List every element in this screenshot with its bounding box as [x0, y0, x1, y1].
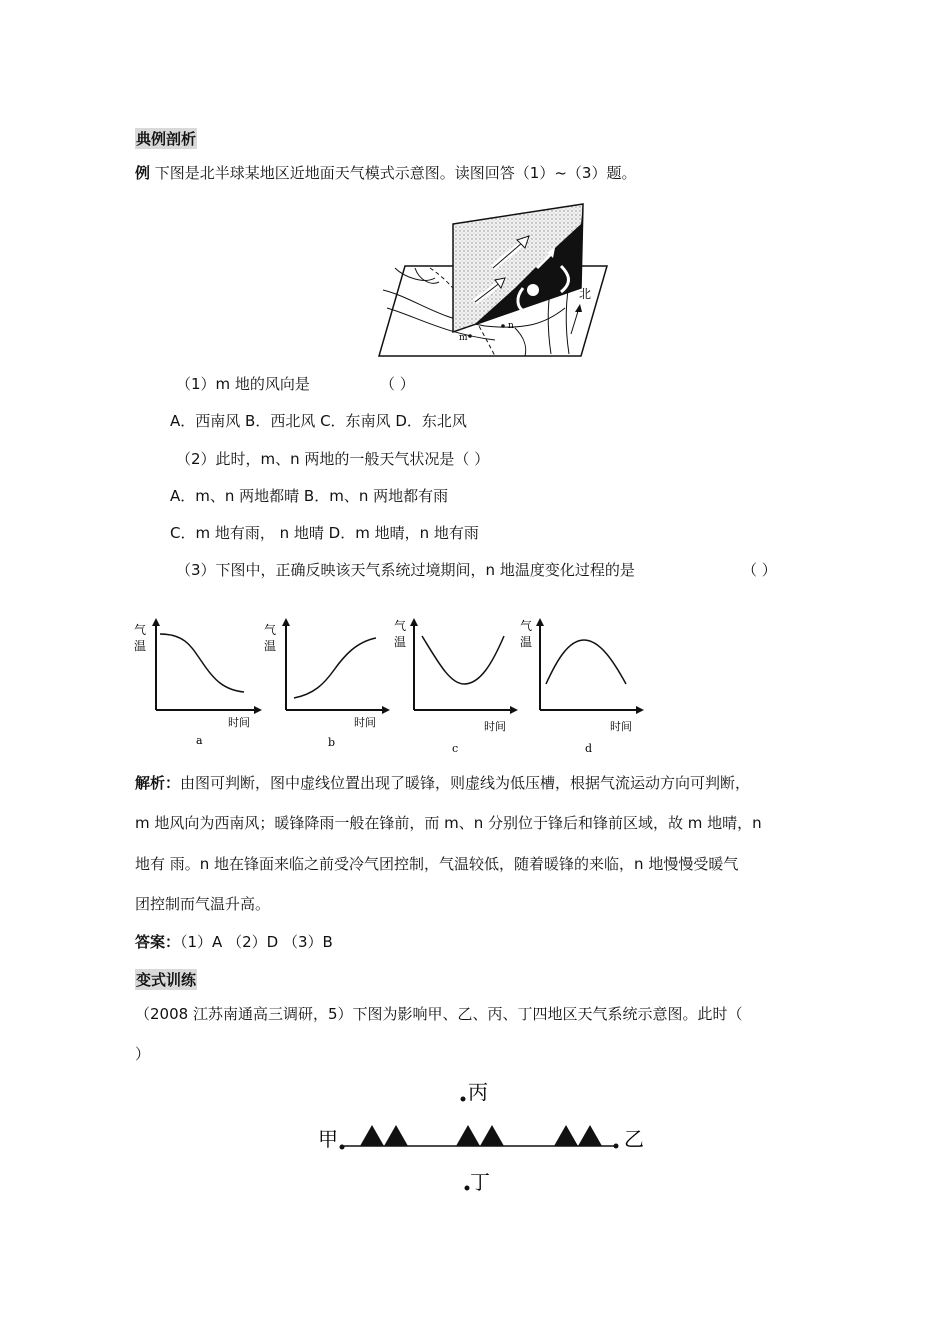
chart-d — [520, 618, 644, 755]
analysis-line-2: m 地风向为西南风；暖锋降雨一般在锋前，而 m、n 分别位于锋后和锋前区域，故 m 地晴，n — [135, 814, 762, 832]
answer-label: 答案： — [135, 933, 181, 951]
front-system-figure — [310, 1075, 655, 1200]
example-text: 下图是北半球某地区近地面天气模式示意图。读图回答（1）~（3）题。 — [154, 164, 637, 182]
label-ding: 丁 — [470, 1170, 490, 1194]
chart-b-y-arrow — [282, 618, 290, 626]
chart-a — [134, 618, 262, 747]
point-yi — [614, 1144, 619, 1149]
chart-d-caption: d — [585, 742, 593, 755]
answer-text: （1）A （2）D （3）B — [180, 933, 333, 951]
point-bing — [461, 1097, 466, 1102]
exercise-line-2: ） — [135, 1045, 151, 1063]
section-title-example-analysis: 典例剖析 — [136, 130, 197, 148]
point-m-label: m — [459, 333, 468, 343]
analysis-line-3: 地有 雨。n 地在锋面来临之前受冷气团控制，气温较低，随着暖锋的来临，n 地慢慢受暖气 — [135, 855, 739, 873]
section-title-practice: 变式训练 — [136, 971, 197, 989]
chart-d-curve — [546, 640, 626, 684]
answer-line — [135, 931, 333, 952]
point-ding — [465, 1186, 470, 1191]
chart-c-caption: c — [452, 742, 459, 755]
point-n-label: n — [508, 321, 514, 331]
question-3-paren: （ ） — [742, 561, 777, 579]
question-2-stem: （2）此时，m、n 两地的一般天气状况是（ ） — [176, 450, 490, 468]
label-bing: 丙 — [468, 1080, 488, 1104]
point-m — [468, 334, 472, 338]
analysis-line-4: 团控制而气温升高。 — [135, 895, 271, 913]
point-jia — [340, 1145, 345, 1150]
chart-b-curve — [294, 638, 376, 698]
chart-c-xlabel: 时间 — [484, 720, 506, 733]
example-label: 例 — [135, 164, 151, 182]
analysis-line-1 — [135, 772, 750, 793]
weather-model-figure — [375, 198, 615, 360]
question-3-stem: （3）下图中，正确反映该天气系统过境期间，n 地温度变化过程的是 — [176, 561, 635, 579]
chart-d-ylabel-2: 温 — [520, 635, 533, 649]
chart-b-ylabel-1: 气 — [264, 623, 277, 637]
north-label: 北 — [579, 287, 592, 301]
front-triangle — [456, 1125, 480, 1146]
example-line — [135, 162, 636, 183]
chart-c-ylabel-2: 温 — [394, 635, 407, 649]
analysis-text-1: 由图可判断，图中虚线位置出现了暖锋，则虚线为低压槽，根据气流运动方向可判断， — [180, 774, 751, 792]
chart-b-xlabel: 时间 — [354, 716, 376, 729]
front-triangle — [554, 1125, 578, 1146]
chart-a-caption: a — [196, 734, 203, 747]
chart-c-ylabel-1: 气 — [394, 619, 407, 633]
front-triangle — [578, 1125, 602, 1146]
chart-a-curve — [160, 634, 244, 692]
chart-b-x-arrow — [382, 706, 390, 714]
chart-c-y-arrow — [410, 618, 418, 626]
point-n — [501, 324, 505, 328]
front-triangle — [480, 1125, 504, 1146]
chart-c — [394, 618, 518, 755]
chart-b-ylabel-2: 温 — [264, 639, 277, 653]
front-triangle — [384, 1125, 408, 1146]
chart-d-ylabel-1: 气 — [520, 619, 533, 633]
question-2-options-1: A．m、n 两地都晴 B．m、n 两地都有雨 — [170, 487, 449, 505]
chart-a-ylabel-1: 气 — [134, 623, 147, 637]
chart-d-xlabel: 时间 — [610, 720, 632, 733]
chart-a-xlabel: 时间 — [228, 716, 250, 729]
question-2-options-2: C．m 地有雨， n 地晴 D．m 地晴，n 地有雨 — [170, 524, 479, 542]
chart-b — [264, 618, 390, 749]
question-1-stem: （1）m 地的风向是 — [176, 375, 310, 393]
chart-a-y-arrow — [152, 618, 160, 626]
cloud-symbol — [527, 284, 539, 296]
chart-c-curve — [422, 636, 504, 684]
front-triangle — [360, 1125, 384, 1146]
chart-d-x-arrow — [636, 706, 644, 714]
chart-d-y-arrow — [536, 618, 544, 626]
analysis-label: 解析： — [135, 774, 181, 792]
chart-c-x-arrow — [510, 706, 518, 714]
question-1-options: A．西南风 B．西北风 C．东南风 D．东北风 — [170, 412, 467, 430]
chart-a-ylabel-2: 温 — [134, 639, 147, 653]
temperature-charts — [128, 618, 658, 756]
chart-a-x-arrow — [254, 706, 262, 714]
exercise-line-1: （2008 江苏南通高三调研，5）下图为影响甲、乙、丙、丁四地区天气系统示意图。此时（ — [135, 1005, 743, 1023]
chart-b-caption: b — [328, 736, 336, 749]
question-1-paren: （ ） — [380, 375, 415, 393]
label-yi: 乙 — [624, 1127, 644, 1151]
label-jia: 甲 — [318, 1127, 338, 1151]
